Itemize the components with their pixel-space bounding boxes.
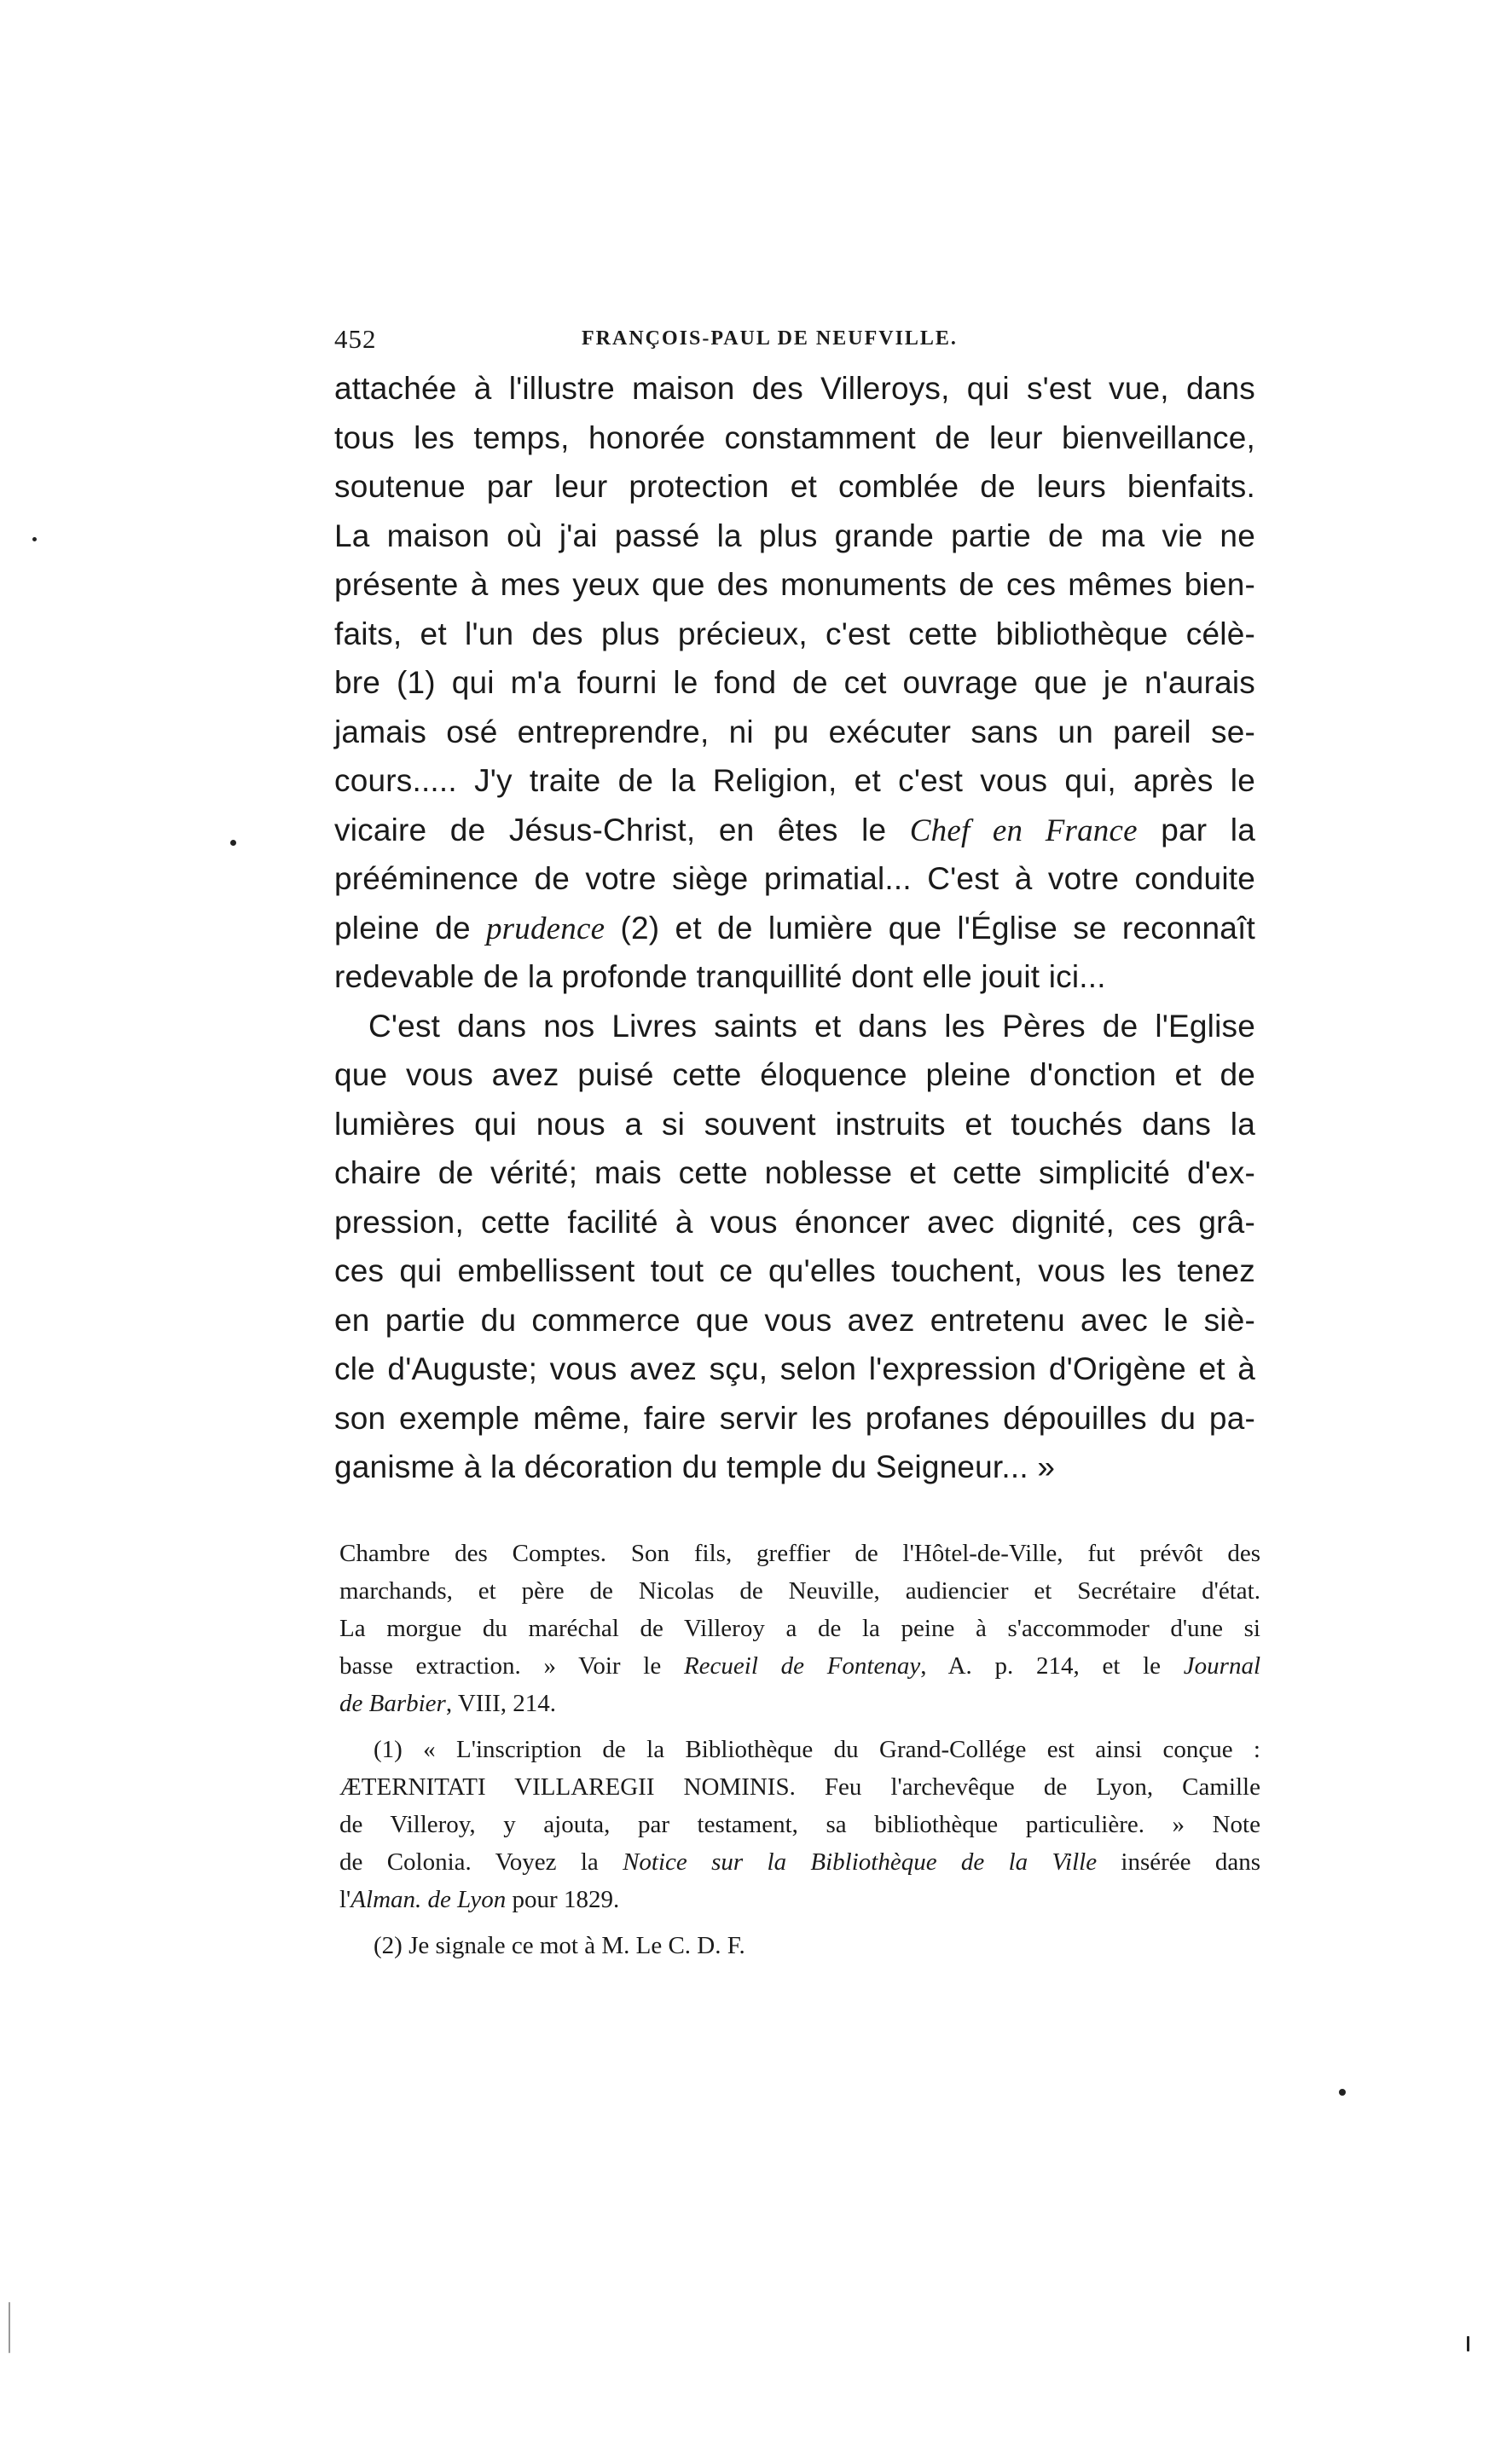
- text-segment: insérée dans: [1097, 1848, 1260, 1876]
- footnote-line: (1) « L'inscription de la Bibliothèque du Grand-Collége est ainsi conçue :: [374, 1736, 1260, 1763]
- main-text: [334, 364, 1255, 1492]
- text-segment: (2) et de lumière que l'Église se reconnaît: [605, 910, 1256, 946]
- text-segment: , VIII, 214.: [445, 1690, 556, 1717]
- footnotes: [339, 1535, 1260, 1964]
- text-segment: vicaire de Jésus-Christ, en êtes le: [334, 812, 910, 847]
- footnote-line: ÆTERNITATI VILLAREGII NOMINIS. Feu l'archevêque de Lyon, Camille: [339, 1773, 1260, 1801]
- text-segment: l': [339, 1886, 351, 1913]
- text-segment: pleine de: [334, 910, 486, 946]
- text-line: en partie du commerce que vous avez entretenu avec le siè-: [334, 1302, 1255, 1338]
- text-line: jamais osé entreprendre, ni pu exécuter sans un pareil se-: [334, 714, 1255, 749]
- text-line: son exemple même, faire servir les profanes dépouilles du pa-: [334, 1400, 1255, 1436]
- text-line: présente à mes yeux que des monuments de ces mêmes bien-: [334, 567, 1255, 602]
- text-line: pression, cette facilité à vous énoncer avec dignité, ces grâ-: [334, 1204, 1255, 1240]
- italic-phrase: Journal: [1183, 1652, 1260, 1680]
- italic-phrase: Chef en France: [909, 813, 1138, 848]
- italic-phrase: Recueil de Fontenay: [683, 1652, 921, 1680]
- scan-speck: [1467, 2336, 1469, 2351]
- text-line: cours..... J'y traite de la Religion, et c'est vous qui, après le: [334, 763, 1255, 798]
- footnote-line: marchands, et père de Nicolas de Neuville, audiencier et Secrétaire d'état.: [339, 1577, 1260, 1605]
- text-line: La maison où j'ai passé la plus grande partie de ma vie ne: [334, 518, 1255, 553]
- text-line: tous les temps, honorée constamment de leur bienveillance,: [334, 419, 1255, 455]
- scan-speck: [230, 840, 236, 846]
- text-line: redevable de la profonde tranquillité dont elle jouit ici...: [334, 959, 1106, 994]
- footnote-line: [339, 1881, 1260, 1918]
- text-segment: de Colonia. Voyez la: [339, 1848, 623, 1876]
- text-line: chaire de vérité; mais cette noblesse et cette simplicité d'ex-: [334, 1155, 1255, 1190]
- text-line: [334, 904, 1255, 953]
- footnote-line: La morgue du maréchal de Villeroy a de la peine à s'accommoder d'une si: [339, 1615, 1260, 1642]
- text-segment: basse extraction. » Voir le: [339, 1652, 684, 1680]
- text-line: faits, et l'un des plus précieux, c'est cette bibliothèque célè-: [334, 616, 1255, 651]
- text-line: ganisme à la décoration du temple du Seigneur... »: [334, 1449, 1056, 1484]
- italic-phrase: Notice sur la Bibliothèque de la Ville: [623, 1848, 1098, 1876]
- text-line: cle d'Auguste; vous avez sçu, selon l'expression d'Origène et à: [334, 1351, 1255, 1386]
- italic-phrase: de Barbier: [339, 1690, 446, 1717]
- scan-speck: [9, 2302, 10, 2353]
- text-line: attachée à l'illustre maison des Villeroys, qui s'est vue, dans: [334, 371, 1255, 406]
- scan-speck: [32, 537, 37, 541]
- text-line: que vous avez puisé cette éloquence pleine d'onction et de: [334, 1057, 1255, 1092]
- text-line: [334, 806, 1255, 855]
- footnote-line: [339, 1843, 1260, 1881]
- page-header: [334, 324, 1008, 358]
- text-segment: , A. p. 214, et le: [920, 1652, 1184, 1680]
- footnote-line: Chambre des Comptes. Son fils, greffier de l'Hôtel-de-Ville, fut prévôt des: [339, 1540, 1260, 1567]
- text-line: soutenue par leur protection et comblée de leurs bienfaits.: [334, 469, 1255, 504]
- text-segment: pour 1829.: [506, 1886, 620, 1913]
- italic-phrase: prudence: [485, 911, 605, 946]
- italic-phrase: Alman. de Lyon: [351, 1886, 507, 1913]
- text-line: prééminence de votre siège primatial... C'est à votre conduite: [334, 861, 1255, 896]
- page-number: 452: [334, 324, 377, 354]
- text-line: bre (1) qui m'a fourni le fond de cet ouvrage que je n'aurais: [334, 665, 1255, 700]
- scan-speck: [1339, 2089, 1346, 2096]
- footnote-line: [339, 1685, 1260, 1722]
- footnote-line: [339, 1647, 1260, 1685]
- text-line: ces qui embellissent tout ce qu'elles touchent, vous les tenez: [334, 1253, 1255, 1288]
- footnote-line: de Villeroy, y ajouta, par testament, sa bibliothèque particulière. » Note: [339, 1811, 1260, 1838]
- running-title: FRANÇOIS-PAUL DE NEUFVILLE.: [582, 327, 958, 350]
- text-segment: par la: [1137, 812, 1256, 847]
- footnote-line: (2) Je signale ce mot à M. Le C. D. F.: [374, 1932, 745, 1959]
- text-line: C'est dans nos Livres saints et dans les Pères de l'Eglise: [368, 1008, 1255, 1044]
- text-line: lumières qui nous a si souvent instruits et touchés dans la: [334, 1106, 1255, 1142]
